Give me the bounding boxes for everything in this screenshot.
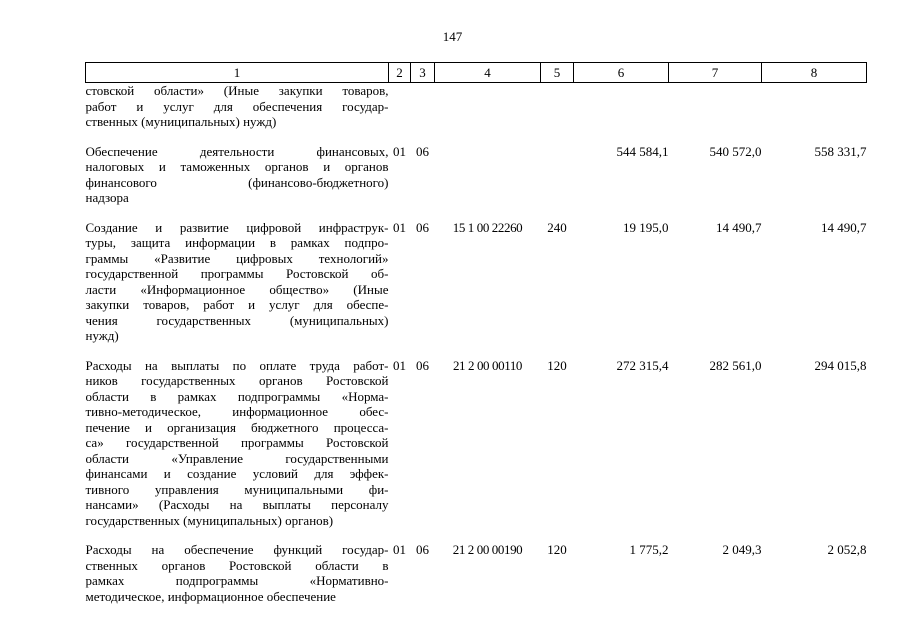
- budget-table: [85, 62, 867, 604]
- description-line: стовской области» (Иные закупки товаров,: [85, 83, 389, 98]
- table-row: [86, 542, 867, 604]
- header-col-7: 7: [669, 63, 762, 83]
- description-line: надзора: [85, 190, 129, 205]
- subsection-code: 06: [416, 143, 429, 159]
- description-line: чения государственных (муниципальных): [85, 312, 389, 328]
- header-col-2: 2: [389, 63, 411, 83]
- year1-amount: 1 775,2: [629, 542, 669, 557]
- header-col-3: 3: [411, 63, 435, 83]
- year2-amount: [669, 83, 762, 130]
- subsection-code: 06: [416, 357, 429, 373]
- target-article-code: 21 2 00 00190: [452, 542, 523, 557]
- description-line: са» государственной программы Ростовской: [85, 435, 389, 450]
- expense-type-code: [541, 144, 574, 206]
- expense-type-code: 120: [547, 542, 567, 557]
- subsection-code: 06: [416, 542, 429, 557]
- description-line: государственной программы Ростовской об-: [85, 266, 389, 281]
- row-spacer: [86, 344, 867, 358]
- item-description: [86, 358, 389, 529]
- description-line: работ и услуг для обеспечения государ-: [85, 98, 389, 114]
- target-article-code: 21 2 00 00110: [452, 357, 523, 373]
- year3-amount: 558 331,7: [814, 143, 867, 159]
- row-spacer-cell: [86, 130, 867, 144]
- table-row: [86, 220, 867, 344]
- description-line: методическое, информационное обеспечение: [85, 588, 336, 604]
- year1-amount: [574, 83, 669, 130]
- row-spacer: [86, 206, 867, 220]
- row-spacer-cell: [86, 528, 867, 542]
- description-line: нансами» (Расходы на выплаты персоналу: [85, 497, 389, 512]
- section-code: 01: [393, 143, 406, 159]
- header-col-1: 1: [86, 63, 389, 83]
- item-description: [86, 144, 389, 206]
- target-article-code: [435, 144, 541, 206]
- description-line: ственных (муниципальных) нужд): [85, 114, 277, 129]
- header-col-4: 4: [435, 63, 541, 83]
- description-line: ников государственных органов Ростовской: [85, 373, 389, 388]
- description-line: граммы «Развитие цифровых технологий»: [85, 250, 389, 266]
- year3-amount: [762, 83, 867, 130]
- description-line: Расходы на выплаты по оплате труда работ-: [85, 357, 389, 373]
- header-col-6: 6: [574, 63, 669, 83]
- row-spacer: [86, 528, 867, 542]
- section-code: 01: [393, 219, 406, 235]
- year2-amount: 2 049,3: [722, 542, 762, 557]
- description-line: Создание и развитие цифровой инфраструк-: [85, 219, 389, 235]
- description-line: налоговых и таможенных органов и органов: [85, 159, 389, 174]
- description-line: финансового (финансово-бюджетного): [85, 174, 389, 190]
- year3-amount: 14 490,7: [821, 219, 867, 235]
- table-row: [86, 83, 867, 130]
- description-line: финансами и создание условий для эффек-: [85, 466, 389, 481]
- year2-amount: 14 490,7: [716, 219, 762, 235]
- year2-amount: 282 561,0: [709, 357, 762, 373]
- description-line: Обеспечение деятельности финансовых,: [85, 143, 389, 159]
- header-col-8: 8: [762, 63, 867, 83]
- year1-amount: 19 195,0: [623, 219, 669, 235]
- section-code: 01: [393, 542, 406, 557]
- year3-amount: 2 052,8: [827, 542, 867, 557]
- subsection-code: 06: [416, 219, 429, 235]
- row-spacer-cell: [86, 206, 867, 220]
- description-line: области «Управление государственными: [85, 450, 389, 466]
- year1-amount: 272 315,4: [616, 357, 669, 373]
- table-body: [86, 83, 867, 605]
- description-line: печение и организация бюджетного процесса-: [85, 419, 389, 435]
- description-line: рамках подпрограммы «Нормативно-: [85, 573, 389, 588]
- target-article-code: [435, 83, 541, 130]
- row-spacer-cell: [86, 344, 867, 358]
- description-line: ласти «Информационное общество» (Иные: [85, 281, 389, 297]
- year2-amount: 540 572,0: [709, 143, 762, 159]
- item-description: [86, 542, 389, 604]
- description-line: области в рамках подпрограммы «Норма-: [85, 388, 389, 404]
- item-description: [86, 220, 389, 344]
- year1-amount: 544 584,1: [616, 143, 669, 159]
- description-line: туры, защита информации в рамках подпро-: [85, 235, 389, 250]
- description-line: ственных органов Ростовской области в: [85, 557, 389, 573]
- header-col-5: 5: [541, 63, 574, 83]
- description-line: нужд): [85, 328, 119, 343]
- item-description: [86, 83, 389, 130]
- subsection-code: [411, 83, 435, 130]
- section-code: [389, 83, 411, 130]
- expense-type-code: 120: [547, 357, 567, 373]
- section-code: 01: [393, 357, 406, 373]
- description-line: Расходы на обеспечение функций государ-: [85, 542, 389, 557]
- row-spacer: [86, 130, 867, 144]
- target-article-code: 15 1 00 22260: [452, 219, 523, 235]
- description-line: государственных (муниципальных) органов): [85, 512, 334, 528]
- header-row: [86, 63, 867, 83]
- page-number: 147: [442, 29, 463, 44]
- table-row: [86, 144, 867, 206]
- expense-type-code: 240: [547, 219, 567, 235]
- description-line: закупки товаров, работ и услуг для обеспе-: [85, 297, 389, 312]
- year3-amount: 294 015,8: [814, 357, 867, 373]
- expense-type-code: [541, 83, 574, 130]
- description-line: тивного управления муниципальными фи-: [85, 481, 389, 497]
- description-line: тивно-методическое, информационное обес-: [85, 404, 389, 419]
- table-row: [86, 358, 867, 529]
